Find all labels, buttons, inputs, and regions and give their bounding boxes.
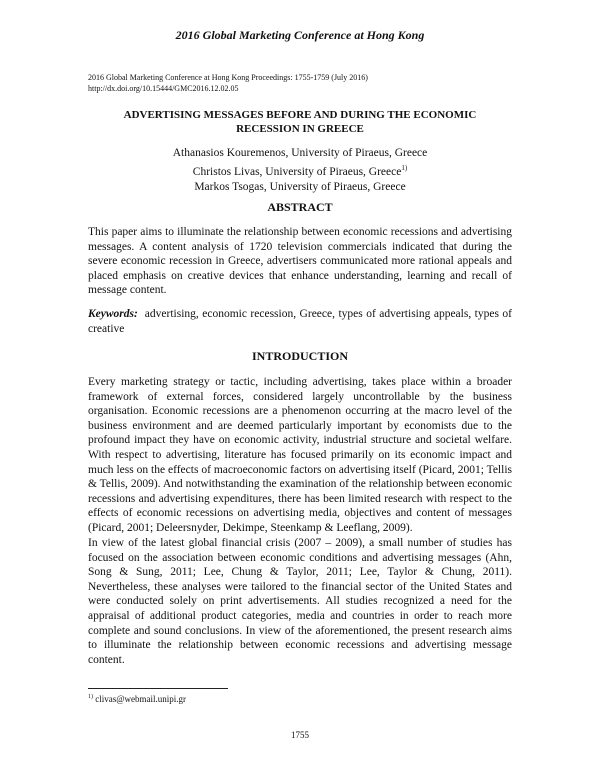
footnote-marker: 1): [88, 694, 93, 700]
introduction-paragraph-2: In view of the latest global financial crisis (2007 – 2009), a small number of studies has focused on the association between economic conditions and advertising messages (Ahn, Song & Sung, 2011; Lee, Chung & Taylor, 2011; Lee, Taylor & Chung, 2011). Nevertheless, these analyses were tailored to the financial sector of the United States and were conducted solely on print advertisements. All studies recognized a need for the appraisal of additional product categories, media and countries in order to reach more complete and sound conclusions. In view of the aforementioned, the present research aims to illuminate the relationship between economic recessions and advertising message content.: [88, 537, 512, 666]
paper-title: [88, 108, 512, 136]
author-text: Athanasios Kouremenos, University of Piraeus, Greece: [172, 147, 428, 159]
title-line: ADVERTISING MESSAGES BEFORE AND DURING THE ECONOMIC: [123, 109, 477, 121]
author-list: [88, 146, 512, 195]
doi-link[interactable]: http://dx.doi.org/10.15444/GMC2016.12.02.05: [88, 84, 239, 93]
author-text: Markos Tsogas, University of Piraeus, Greece: [194, 180, 406, 193]
introduction-heading: INTRODUCTION: [251, 349, 348, 363]
footnote-email[interactable]: clivas@webmail.unipi.gr: [95, 694, 187, 704]
keywords-label: Keywords:: [88, 308, 138, 320]
abstract-text: This paper aims to illuminate the relationship between economic recessions and advertising messages. A content analysis of 1720 television commercials indicated that during the severe economic recession in Greece, advertisers communicated more rational appeals and placed emphasis on creative devices that enhance understanding, learning and recall of message content.: [88, 226, 512, 297]
author-line: [88, 146, 512, 161]
page-number: 1755: [291, 730, 309, 740]
title-line: RECESSION IN GREECE: [236, 123, 364, 135]
author-text: Christos Livas, University of Piraeus, Greece: [192, 165, 402, 178]
citation-block: [88, 72, 368, 94]
author-line: [88, 161, 512, 180]
introduction-paragraph-1: Every marketing strategy or tactic, including advertising, takes place within a broader framework of external forces, considered largely uncontrollable by the business organisation. Economic recessions are a phenomenon occurring at the macro level of the business environment and are deemed particularly important by economists due to the profound impact they have on economic activity, industrial structure and societal welfare. With respect to advertising, literature has focused primarily on its economic impact and much less on the effects of macroeconomic factors on advertising itself (Picard, 2001; Tellis & Tellis, 2009). And notwithstanding the examination of the relationship between economic recessions and advertising expenditures, there has been limited research with respect to the effects of economic recessions on advertising media, objectives and content of messages (Picard, 2001; Deleersnyder, Dekimpe, Steenkamp & Leeflang, 2009).: [88, 376, 512, 534]
author-line: [88, 180, 512, 195]
footnote-marker: 1): [401, 164, 408, 172]
footnote-divider: [88, 688, 228, 689]
keywords: [88, 307, 512, 336]
footnote: [88, 694, 186, 704]
abstract-heading: ABSTRACT: [267, 200, 333, 214]
running-head: 2016 Global Marketing Conference at Hong Kong: [175, 28, 425, 42]
keywords-text: advertising, economic recession, Greece, types of advertising appeals, types of creative: [88, 308, 512, 335]
citation-line: 2016 Global Marketing Conference at Hong Kong Proceedings: 1755-1759 (July 2016): [88, 73, 368, 82]
